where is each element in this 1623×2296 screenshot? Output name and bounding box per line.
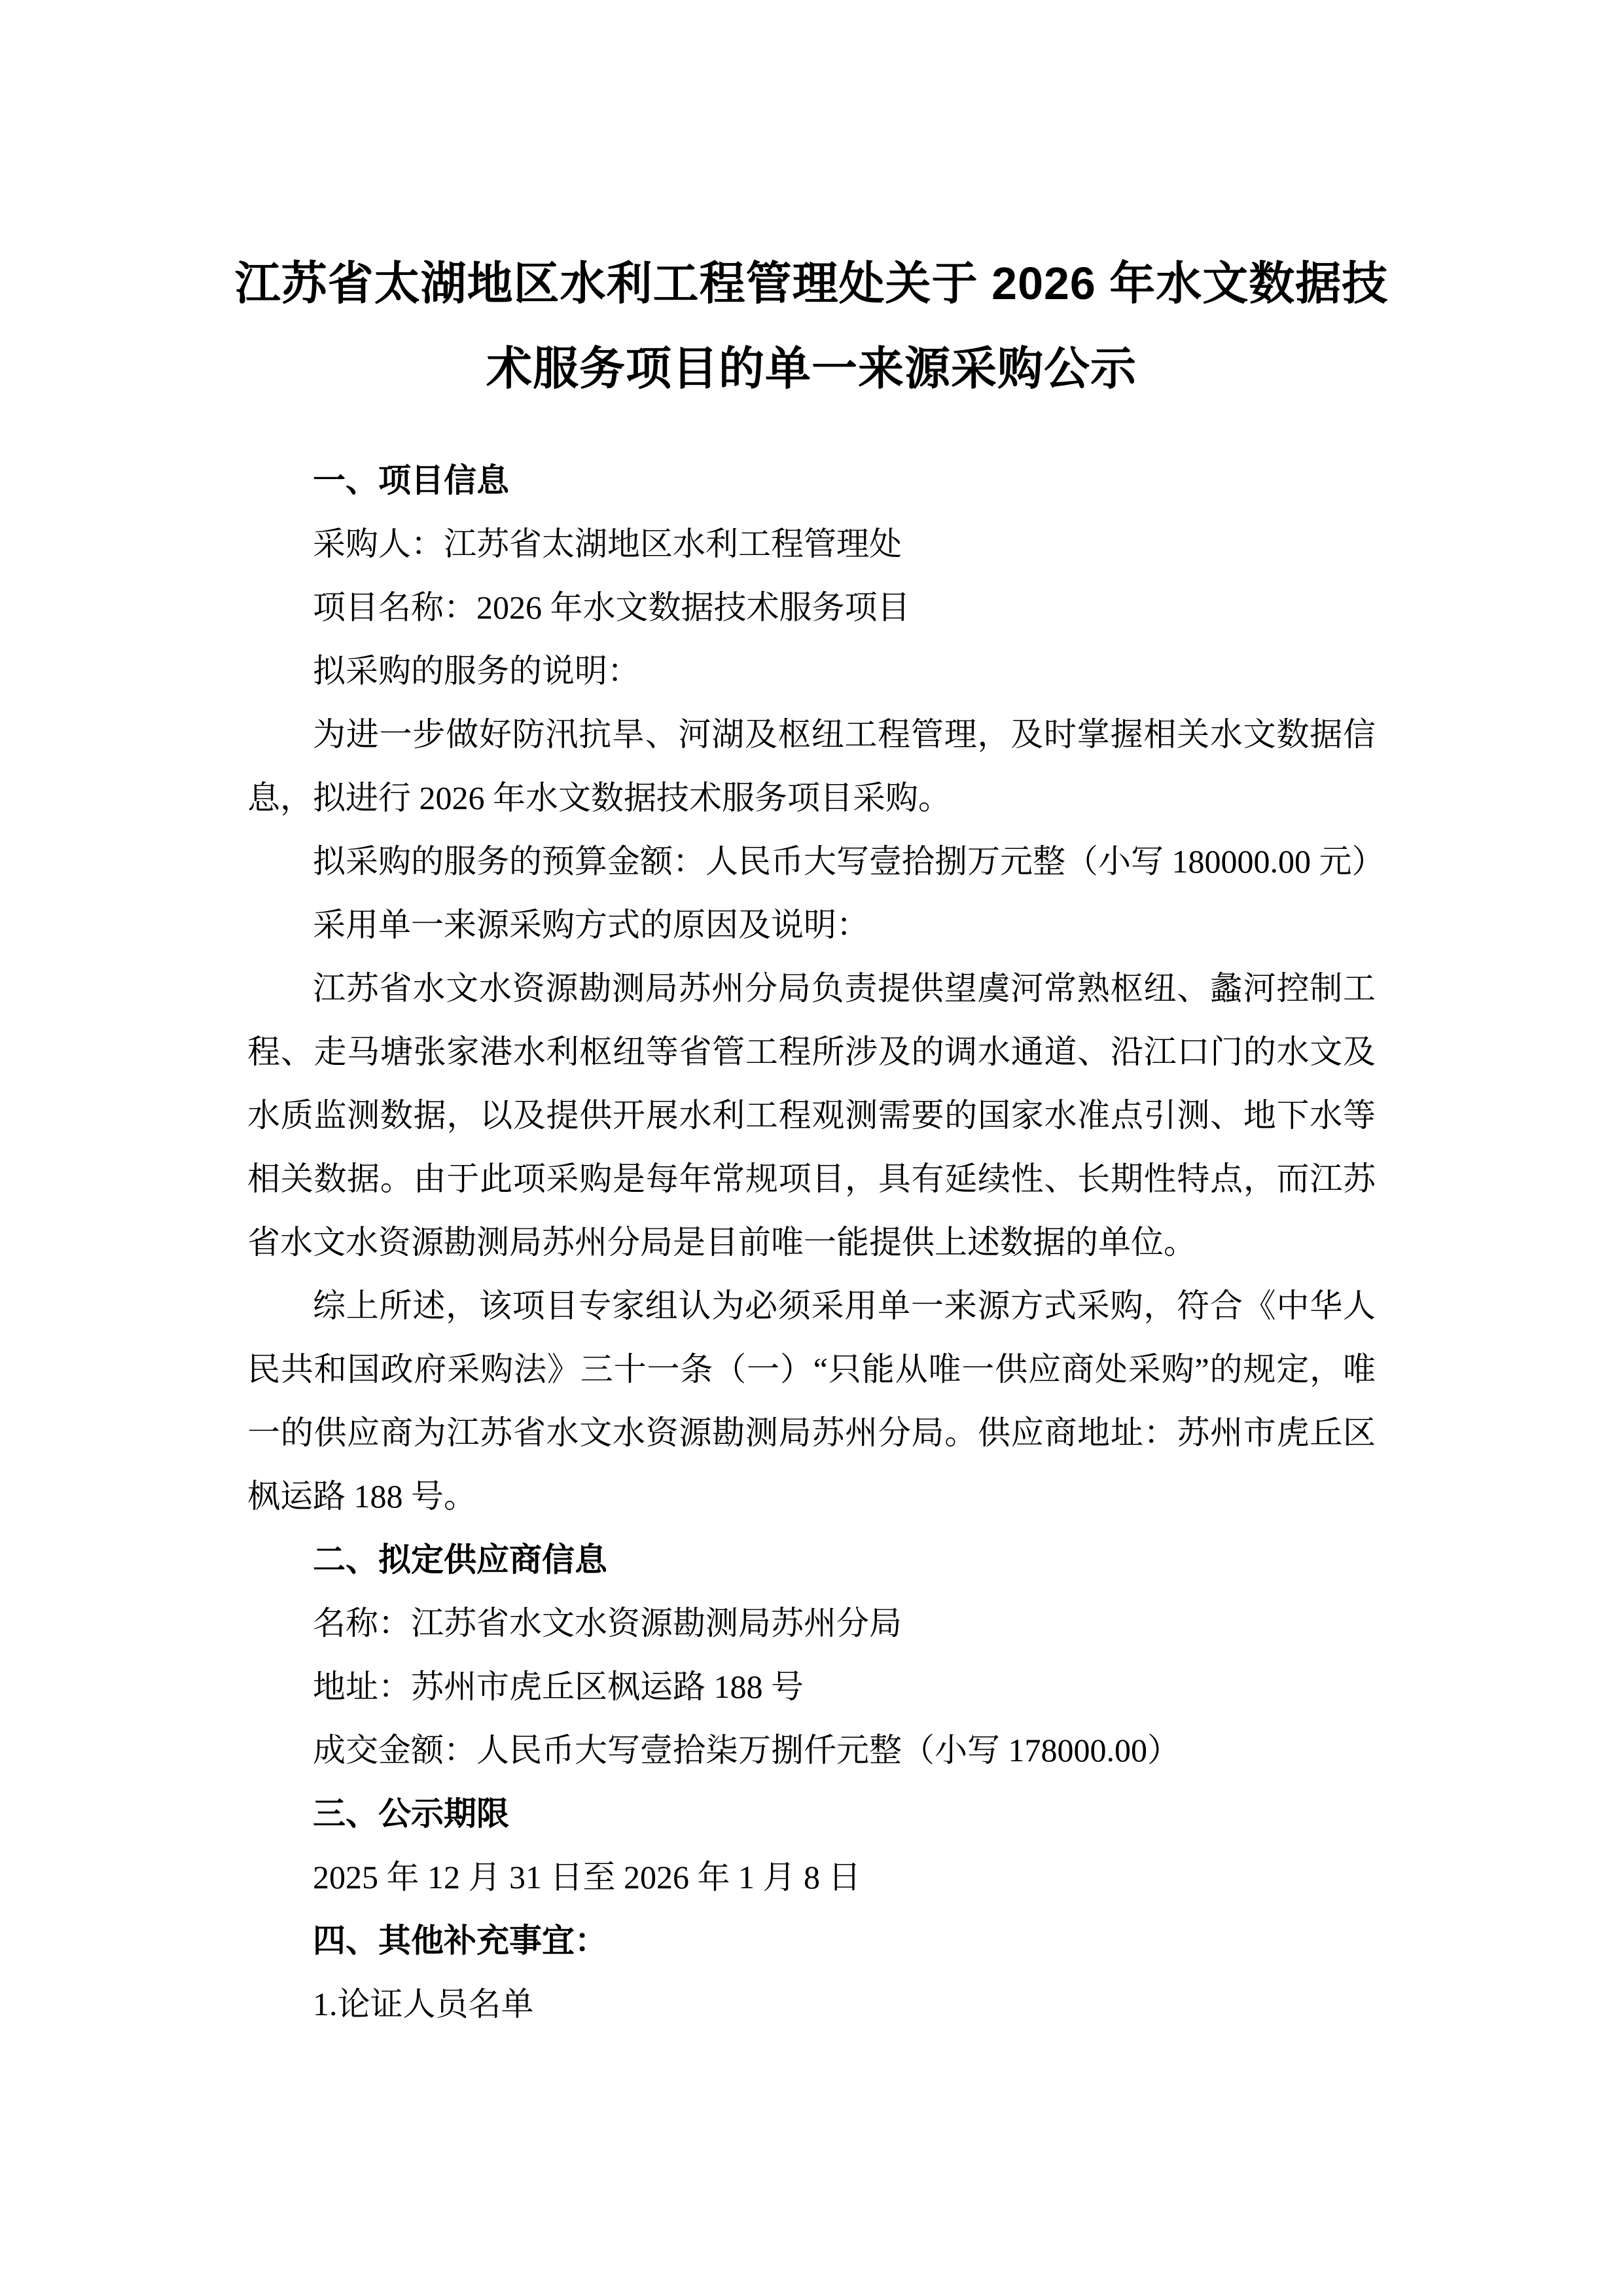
single-source-reason-label: 采用单一来源采购方式的原因及说明： <box>313 906 869 943</box>
publicity-period-line: 2025 年 12 月 31 日至 2026 年 1 月 8 日 <box>313 1859 861 1895</box>
document-title-line-1: 江苏省太湖地区水利工程管理处关于 2026 年水文数据技 <box>234 258 1389 309</box>
expert-list-label: 1.论证人员名单 <box>313 1986 534 2022</box>
budget-amount-line: 拟采购的服务的预算金额：人民币大写壹拾捌万元整（小写 180000.00 元） <box>313 843 1385 880</box>
section-2-heading: 二、拟定供应商信息 <box>313 1541 607 1578</box>
project-name-line: 项目名称：2026 年水文数据技术服务项目 <box>313 589 910 626</box>
deal-amount-line: 成交金额：人民币大写壹拾柒万捌仟元整（小写 178000.00） <box>313 1732 1180 1768</box>
document-title-line-2: 术服务项目的单一来源采购公示 <box>486 343 1137 394</box>
document-title <box>223 241 1400 411</box>
supplier-name-line: 名称：江苏省水文水资源勘测局苏州分局 <box>313 1605 902 1641</box>
service-description-label: 拟采购的服务的说明： <box>313 653 640 689</box>
service-description-paragraph: 为进一步做好防汛抗旱、河湖及枢纽工程管理，及时掌握相关水文数据信息，拟进行 2026 年水文数据技术服务项目采购。 <box>247 716 1376 816</box>
supplier-address-line: 地址：苏州市虎丘区枫运路 188 号 <box>313 1668 804 1705</box>
single-source-reason-paragraph: 江苏省水文水资源勘测局苏州分局负责提供望虞河常熟枢纽、蠡河控制工程、走马塘张家港水利枢纽等省管工程所涉及的调水通道、沿江口门的水文及水质监测数据，以及提供开展水利工程观测需要的国家水准点引测、地下水等相关数据。由于此项采购是每年常规项目，具有延续性、长期性特点，而江苏省水文水资源勘测局苏州分局是目前唯一能提供上述数据的单位。 <box>247 970 1376 1261</box>
document-body <box>247 449 1385 2036</box>
conclusion-paragraph: 综上所述，该项目专家组认为必须采用单一来源方式采购，符合《中华人民共和国政府采购法》三十一条（一）“只能从唯一供应商处采购”的规定，唯一的供应商为江苏省水文水资源勘测局苏州分局。供应商地址：苏州市虎丘区枫运路 188 号。 <box>247 1287 1376 1515</box>
section-3-heading: 三、公示期限 <box>313 1795 509 1832</box>
section-1-heading: 一、项目信息 <box>313 462 509 499</box>
section-4-heading: 四、其他补充事宜： <box>313 1922 607 1959</box>
purchaser-line: 采购人：江苏省太湖地区水利工程管理处 <box>313 526 902 562</box>
